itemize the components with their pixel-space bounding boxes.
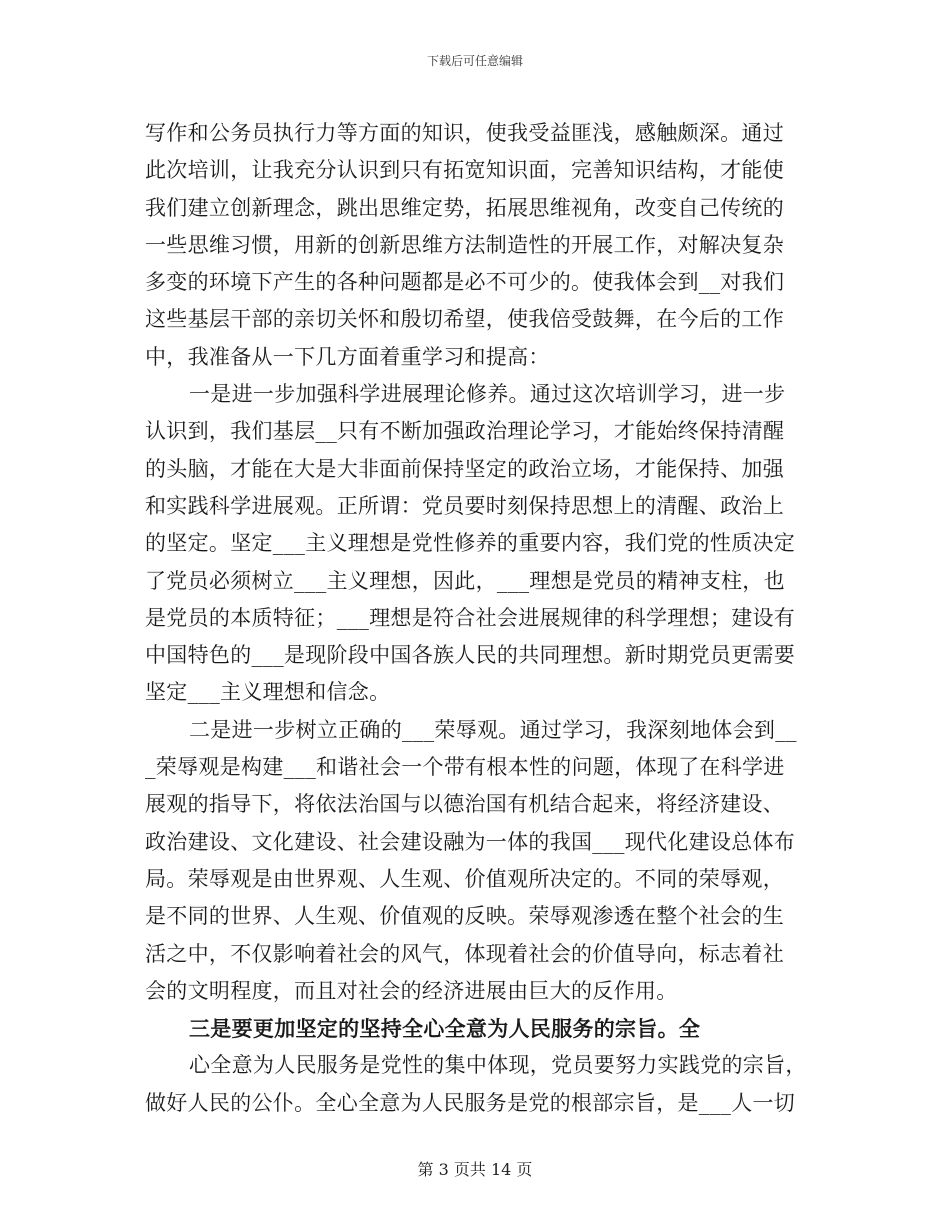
text-line: 认识到，我们基层__只有不断加强政治理论学习，才能始终保持清醒 [145,419,785,444]
text-line: 的头脑，才能在大是大非面前保持坚定的政治立场，才能保持、加强 [145,456,784,481]
text-line: 二是进一步树立正确的___荣辱观。通过学习，我深刻地体会到__ [189,717,797,742]
text-line: 展观的指导下，将依法治国与以德治国有机结合起来，将经济建设、 [145,792,784,817]
text-line: 写作和公务员执行力等方面的知识，使我受益匪浅，感触颇深。通过 [145,121,784,145]
text-line: 的坚定。坚定___主义理想是党性修养的重要内容，我们党的性质决定 [145,531,796,556]
text-line: 和实践科学进展观。正所谓：党员要时刻保持思想上的清醒、政治上 [145,493,784,518]
text-line: 局。荣辱观是由世界观、人生观、价值观所决定的。不同的荣辱观， [145,866,784,891]
page-number: 第 3 页共 14 页 [417,1160,533,1179]
text-line: 是不同的世界、人生观、价值观的反映。荣辱观渗透在整个社会的生 [145,904,784,929]
page-header: 下载后可任意编辑 [426,54,523,68]
text-line: 活之中，不仅影响着社会的风气，体现着社会的价值导向，标志着社 [145,941,784,966]
section-heading-line: 三是要更加坚定的坚持全心全意为人民服务的宗旨。全 [189,1016,701,1042]
text-line: 心全意为人民服务是党性的集中体现，党员要努力实践党的宗旨， [189,1053,807,1078]
text-line: _荣辱观是构建___和谐社会一个带有根本性的问题，体现了在科学进 [145,755,785,780]
text-line: 中国特色的___是现阶段中国各族人民的共同理想。新时期党员更需要 [145,643,796,668]
text-line: 坚定___主义理想和信念。 [145,680,391,705]
text-line: 此次培训，让我充分认识到只有拓宽知识面，完善知识结构，才能使 [145,158,784,183]
text-line: 这些基层干部的亲切关怀和殷切希望，使我倍受鼓舞，在今后的工作 [145,307,784,332]
document-body [145,115,807,1122]
text-line: 一些思维习惯，用新的创新思维方法制造性的开展工作，对解决复杂 [145,232,784,257]
text-line: 中，我准备从一下几方面着重学习和提高： [145,344,550,369]
text-line: 政治建设、文化建设、社会建设融为一体的我国___现代化建设总体布 [145,829,796,854]
text-line: 会的文明程度，而且对社会的经济进展由巨大的反作用。 [145,978,678,1003]
text-line: 做好人民的公仆。全心全意为人民服务是党的根部宗旨，是___人一切 [145,1090,796,1115]
text-line: 我们建立创新理念，跳出思维定势，拓展思维视角，改变自己传统的 [145,195,784,220]
text-line: 多变的环境下产生的各种问题都是必不可少的。使我体会到__对我们 [145,270,785,295]
text-line: 了党员必须树立___主义理想，因此，___理想是党员的精神支柱，也 [145,568,785,593]
text-line: 是党员的本质特征；___理想是符合社会进展规律的科学理想；建设有 [145,605,796,630]
text-line: 一是进一步加强科学进展理论修养。通过这次培训学习，进一步 [189,382,786,407]
